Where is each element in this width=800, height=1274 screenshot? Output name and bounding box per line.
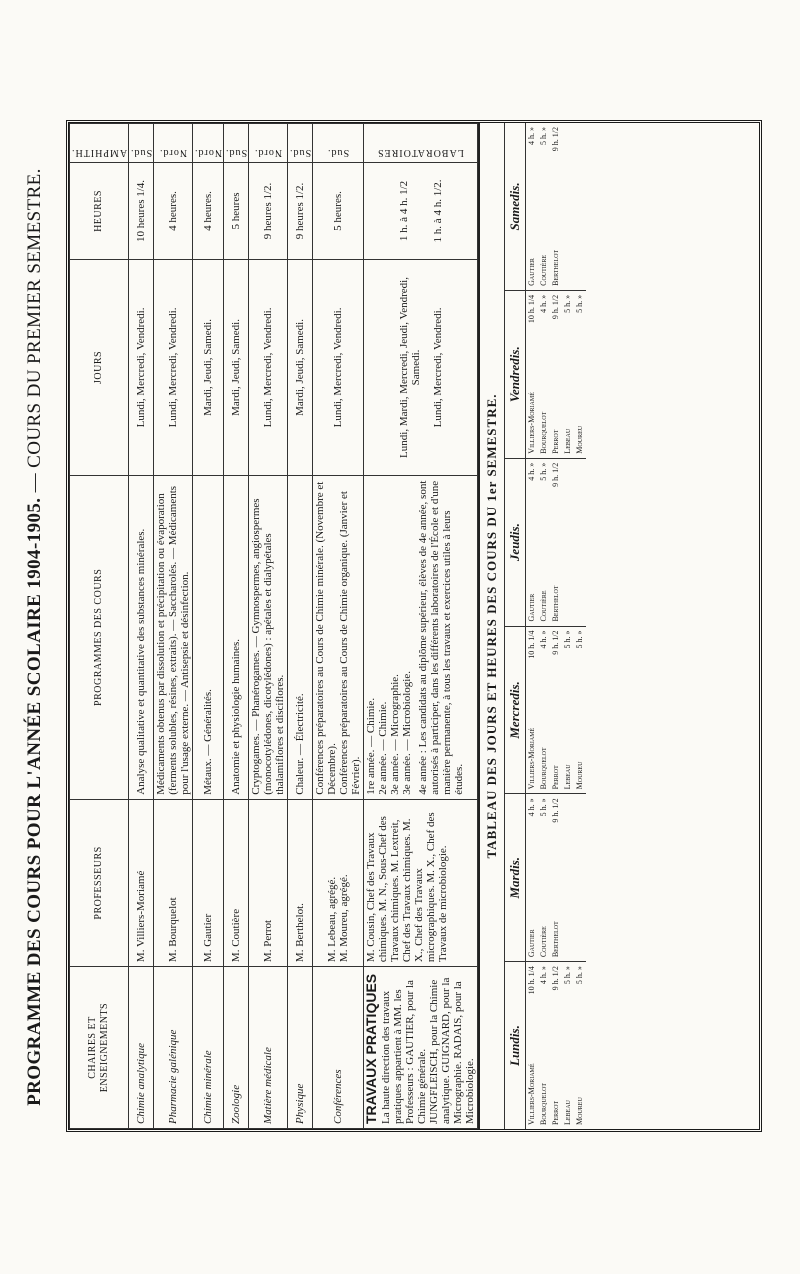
amphi-cell: Nord. [249,124,288,163]
table-row [249,124,288,1129]
chaire-cell: Chimie minérale [193,967,224,1129]
schedule-entry: Lebeau 5 h. » [563,294,573,454]
professeur-cell: M. Perrot [249,799,288,966]
schedule-entry: Perrot 9 h. 1/2 [551,966,561,1125]
day-name: Mercredis. [505,627,526,794]
schedule-entry: Gautier 4 h. » [527,127,537,286]
schedule-entry: Berthelot 9 h. 1/2 [551,798,561,958]
programme-cell: Chaleur. — Électricité. [288,475,313,799]
schedule-entry: Moureu 5 h. » [575,630,585,790]
amphi-cell: Sud. [288,124,313,163]
programme-cell: Métaux. — Généralités. [193,475,224,799]
schedule-entry: Bourquelot 4 h. » [539,966,549,1125]
schedule-entry: Gautier 4 h. » [527,462,537,622]
heures-cell: 9 heures 1/2. [249,162,288,259]
schedule-entry: Bourquelot 4 h. » [539,630,549,790]
annee-2: 2e année. — Chimie. [377,701,390,795]
conference-prof-2: M. Moureu, agrégé. [338,874,351,963]
col-chaires: CHAIRES ET ENSEIGNEMENTS [70,967,129,1129]
schedule-entry: Moureu 5 h. » [575,966,585,1125]
travaux-jours-1: Lundi, Mardi, Mercredi, Jeudi, Vendredi, Samedi. [397,277,422,458]
schedule-entry: Villiers-Moriamé 10 h. 1/4 [527,966,537,1125]
jours-cell [364,260,478,476]
professeur-cell: M. Bourquelot [154,799,193,966]
annee-3: 3e année. — Micrographie. [389,674,402,795]
programme-cell: Cryptogames. — Phanérogames. — Gymnospermes, angiospermes (monocotylédones, dicotylédones) : apétales et dialypétales thalamiflores et disciflores. [249,475,288,799]
jours-cell: Mardi, Jeudi, Samedi. [193,260,224,476]
travaux-chefs-cell: M. Cousin, Chef des Travaux chimiques. M. N., Sous-Chef des Travaux chimiques. M. Lextreit, Chef des Travaux chimiques. M. X., Chef des Travaux micrographiques. M. X., Chef des Travaux de microbiologie. [364,799,478,966]
day-column [505,458,586,626]
table-row-conferences [313,124,364,1129]
schedule-entry: Coutière 5 h. » [539,462,549,622]
professeur-cell: M. Coutière [224,799,249,966]
chaire-cell: Matière médicale [249,967,288,1129]
col-amphi: AMPHITH. [70,124,129,163]
professeur-cell: M. Berthelot. [288,799,313,966]
professeur-cell: M. Gautier [193,799,224,966]
col-professeurs: PROFESSEURS [70,799,129,966]
title-main: PROGRAMME DES COURS POUR L'ANNÉE SCOLAIRE 1904-1905. [24,497,45,1106]
travaux-direction-cell [364,967,478,1129]
table-row [224,124,249,1129]
heures-cell [364,162,478,259]
col-heures: HEURES [70,162,129,259]
chaire-cell: Pharmacie galénique [154,967,193,1129]
chaire-cell: Conférences [313,967,364,1129]
title-sub: — COURS DU PREMIER SEMESTRE. [24,168,45,493]
course-table [69,123,478,1129]
schedule-entry: Lebeau 5 h. » [563,966,573,1125]
professeur-cell [313,799,364,966]
day-name: Samedis. [505,123,526,290]
schedule-entry: Coutière 5 h. » [539,798,549,958]
heures-cell: 4 heures. [193,162,224,259]
day-name: Lundis. [505,962,526,1129]
day-column [505,290,586,458]
table-row [288,124,313,1129]
col-jours: JOURS [70,260,129,476]
travaux-jours-2: Lundi, Mercredi, Vendredi. [431,307,444,428]
amphi-cell: Sud. [313,124,364,163]
schedule-entry: Gautier 4 h. » [527,798,537,958]
conference-prof-1: M. Lebeau, agrégé. [326,876,339,963]
annee-1: 1re année. — Chimie. [365,697,378,795]
day-name: Mardis. [505,794,526,961]
amphi-cell: Nord. [154,124,193,163]
travaux-text: La haute direction des travaux pratiques appartient à MM. les Professeurs : GAUTIER, pour la Chimie générale. JUNGFLEISCH, pour la Chimie analytique. GUIGNARD, pour la Micrographie. RADAIS, pour la Microbiologie. [380,977,477,1124]
conference-prog-2: Conférences préparatoires au Cours de Chimie organique. (Janvier et Février). [338,491,363,795]
day-name: Vendredis. [505,291,526,458]
jours-cell: Lundi, Mercredi, Vendredi. [313,260,364,476]
jours-cell: Mardi, Jeudi, Samedi. [288,260,313,476]
schedule-entry: Berthelot 9 h. 1/2 [551,462,561,622]
programme-cell: Médicaments obtenus par dissolution et précipitation ou évaporation (ferments solubles, résines, extraits). — Saccharolés. — Médicaments pour l'usage externe. — Antisepsie et désinfection. [154,475,193,799]
chaire-cell: Physique [288,967,313,1129]
schedule-entry: Perrot 9 h. 1/2 [551,630,561,790]
amphi-cell: LABORATOIRES [364,124,478,163]
amphi-cell: Sud. [129,124,154,163]
col-programmes: PROGRAMMES DES COURS [70,475,129,799]
schedule-entry: Villiers-Moriamé 10 h. 1/4 [527,294,537,454]
day-column [505,626,586,794]
schedule-entry: Berthelot 9 h. 1/2 [551,127,561,286]
day-column [505,961,586,1129]
schedule-entry: Lebeau 5 h. » [563,630,573,790]
travaux-heures-1: 1 h. à 4 h. 1/2 [397,180,410,242]
schedule-days [504,123,586,1129]
table-row [129,124,154,1129]
table-row-travaux [364,124,478,1129]
programme-cell [313,475,364,799]
amphi-cell: Nord. [193,124,224,163]
schedule-entry: Moureu 5 h. » [575,294,585,454]
table-row [154,124,193,1129]
heures-cell: 9 heures 1/2. [288,162,313,259]
header-row [70,124,129,1129]
schedule-entry: Bourquelot 4 h. » [539,294,549,454]
schedule-entry: Villiers-Moriamé 10 h. 1/4 [527,630,537,790]
schedule-entry: Coutière 5 h. » [539,127,549,286]
travaux-heures-2: 1 h. à 4 h. 1/2. [431,179,444,243]
schedule-entry: Perrot 9 h. 1/2 [551,294,561,454]
professeur-cell: M. Villiers-Moriamé [129,799,154,966]
heures-cell: 4 heures. [154,162,193,259]
heures-cell: 5 heures [224,162,249,259]
jours-cell: Mardi, Jeudi, Samedi. [224,260,249,476]
day-column [505,793,586,961]
annee-4: 4e année : Les candidats au diplôme supérieur, élèves de 4e année, sont autorisés à participer, dans les différents laboratoires de l'École et d'une manière permanente, à tous les travaux et exercices utiles à leurs études. [417,480,466,795]
heures-cell: 10 heures 1/4. [129,162,154,259]
annee-3b: 3e année. — Microbiologie. [401,671,414,795]
conference-prog-1: Conférences préparatoires au Cours de Chimie minérale. (Novembre et Décembre). [314,481,339,795]
jours-cell: Lundi, Mercredi, Vendredi. [129,260,154,476]
programme-cell: Analyse qualitative et quantitative des substances minérales. [129,475,154,799]
chaire-cell: Chimie analytique [129,967,154,1129]
day-name: Jeudis. [505,459,526,626]
jours-cell: Lundi, Mercredi, Vendredi. [249,260,288,476]
travaux-heading: TRAVAUX PRATIQUES [363,973,380,1124]
table-row [193,124,224,1129]
heures-cell: 5 heures. [313,162,364,259]
schedule-title: TABLEAU DES JOURS ET HEURES DES COURS DU 1er SEMESTRE. [478,123,504,1129]
course-table-frame [66,120,762,1132]
amphi-cell: Sud. [224,124,249,163]
chaire-cell: Zoologie [224,967,249,1129]
travaux-programme-cell [364,475,478,799]
programme-cell: Anatomie et physiologie humaines. [224,475,249,799]
jours-cell: Lundi, Mercredi, Vendredi. [154,260,193,476]
day-column [505,123,586,290]
page-title [24,0,46,1274]
